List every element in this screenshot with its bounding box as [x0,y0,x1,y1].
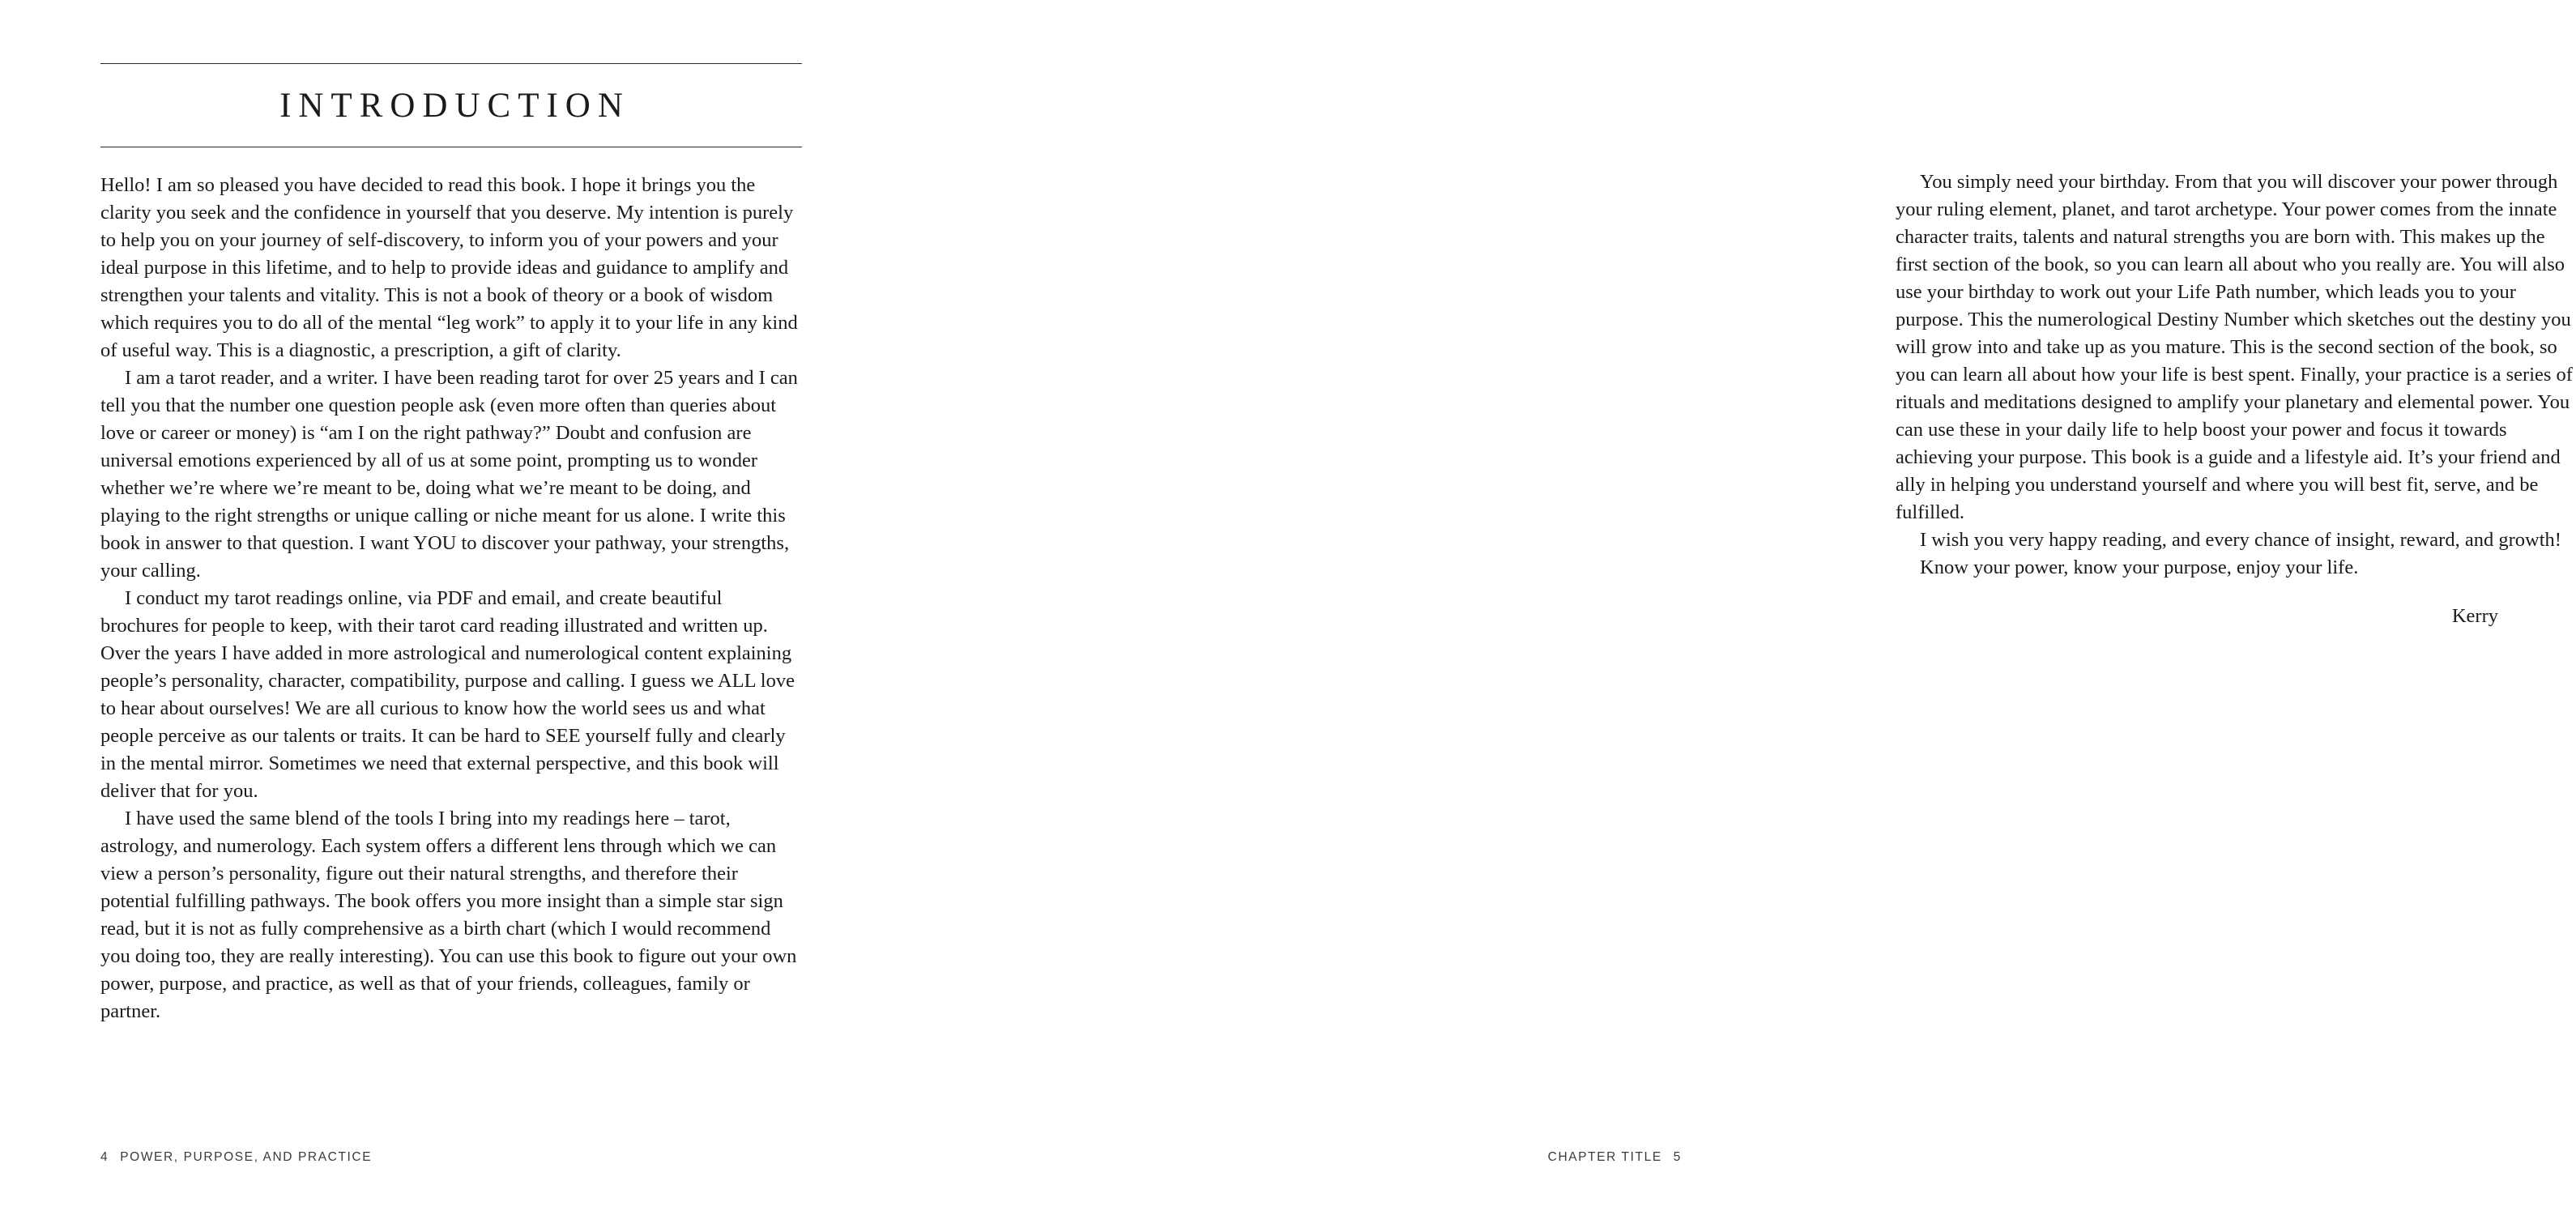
running-head-left: POWER, PURPOSE, AND PRACTICE [120,1150,373,1164]
paragraph: You simply need your birthday. From that you will discover your power through your ruling element, planet, and tarot archetype. Your power comes from the innate character traits, talents and natural strengths you are born with. This makes up the first section of the book, so you can learn all about who you really are. You will also use your birthday to work out your Life Path number, which leads you to your purpose. This the numerological Destiny Number which sketches out the destiny you will grow into and take up as you mature. This is the second section of the book, so you can learn all about how your life is best spent. Finally, your practice is a series of rituals and meditations designed to amplify your planetary and elemental power. You can use these in your daily life to help boost your power and focus it towards achieving your purpose. This book is a guide and a lifestyle aid. It’s your friend and ally in helping you understand yourself and where you will best fit, serve, and be fulfilled. [1896,171,2573,523]
page-left [0,0,891,1215]
body-column-right [1896,168,2576,630]
body-column-left [100,172,800,1025]
running-head-right: CHAPTER TITLE [1547,1150,1662,1164]
page-title: INTRODUCTION [279,87,630,125]
paragraph: I conduct my tarot readings online, via PDF and email, and create beautiful brochures for people to keep, with their tarot card reading illustrated and written up. Over the years I have added in more astrological and numerological content explaining people’s personality, character, compatibility, purpose and calling. I guess we ALL love to hear about ourselves! We are all curious to know how the world sees us and what people perceive as our talents or traits. It can be hard to SEE yourself fully and clearly in the mental mirror. Sometimes we need that external perspective, and this book will deliver that for you. [100,587,795,802]
paragraph: I am a tarot reader, and a writer. I have been reading tarot for over 25 years and I can tell you that the number one question people ask (even more often than queries about love or career or money) is “am I on the right pathway?” Doubt and confusion are universal emotions experienced by all of us at some point, prompting us to wonder whether we’re where we’re meant to be, doing what we’re meant to be doing, and playing to the right strengths or unique calling or niche meant for us alone. I write this book in answer to that question. I want YOU to discover your pathway, your strengths, your calling. [100,367,798,582]
page-right [891,0,2573,1215]
signature: Kerry [2451,605,2498,627]
chapter-heading-block [100,63,802,147]
page-number-right: 5 [1673,1150,1682,1164]
paragraph: I have used the same blend of the tools I bring into my readings here – tarot, astrology, and numerology. Each system offers a different lens through which we can view a person’s personality, figure out their natural strengths, and therefore their potential fulfilling pathways. The book offers you more insight than a simple star sign read, but it is not as fully comprehensive as a birth chart (which I would recommend you doing too, they are really interesting). You can use this book to figure out your own power, purpose, and practice, as well as that of your friends, colleagues, family or partner. [100,808,797,1022]
paragraph: Know your power, know your purpose, enjoy your life. [1920,556,2359,578]
footer-left [100,1150,372,1165]
page-number-left: 4 [100,1150,109,1164]
footer-right [1548,1150,1682,1165]
paragraph: Hello! I am so pleased you have decided to read this book. I hope it brings you the clarity you seek and the confidence in yourself that you deserve. My intention is purely to help you on your journey of self-discovery, to inform you of your powers and your ideal purpose in this lifetime, and to help to provide ideas and guidance to amplify and strengthen your talents and vitality. This is not a book of theory or a book of wisdom which requires you to do all of the mental “leg work” to apply it to your life in any kind of useful way. This is a diagnostic, a prescription, a gift of clarity. [100,174,798,361]
paragraph: I wish you very happy reading, and every chance of insight, reward, and growth! [1920,529,2561,551]
